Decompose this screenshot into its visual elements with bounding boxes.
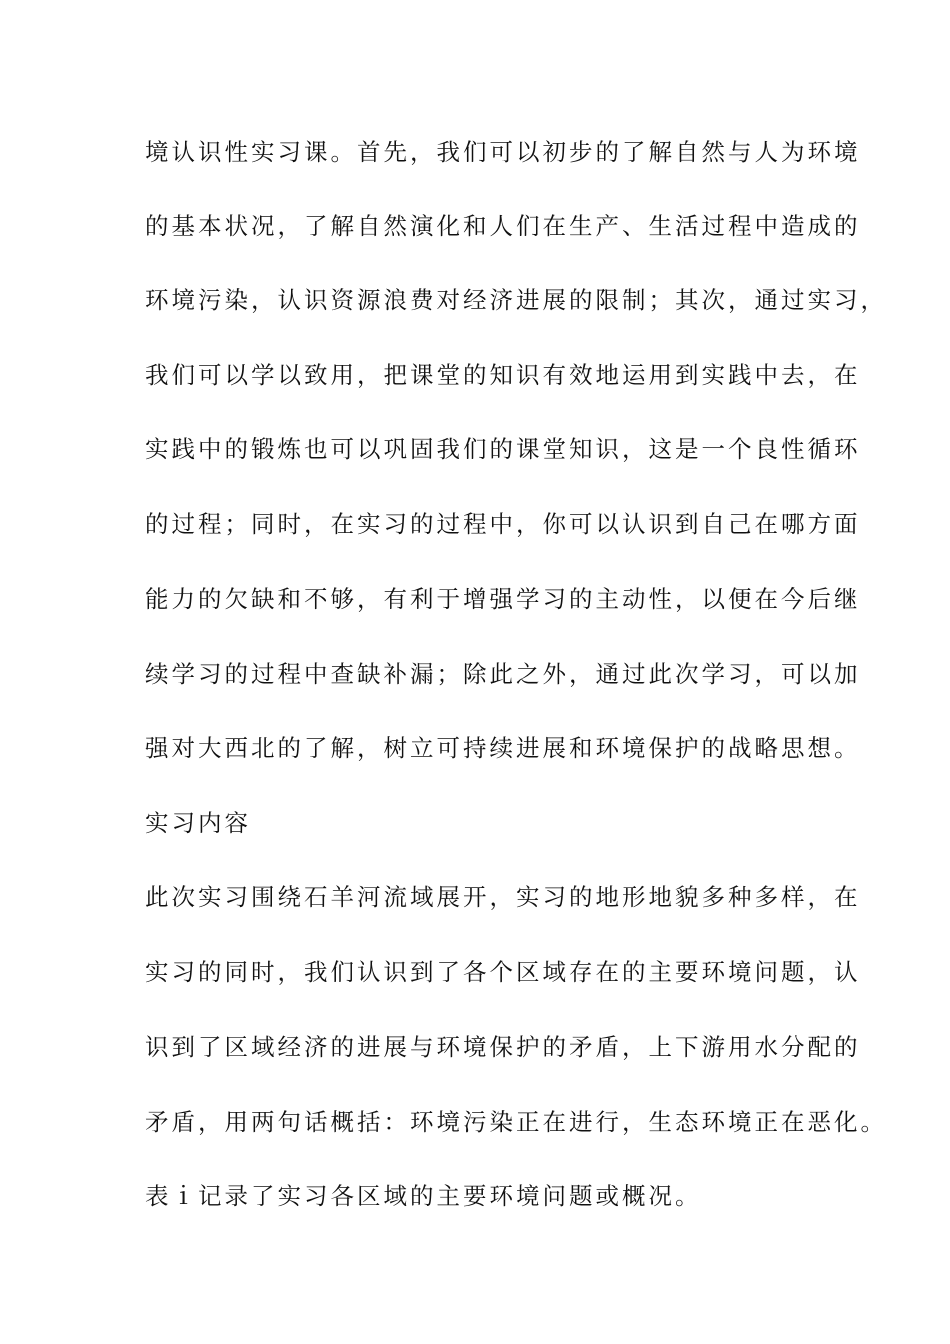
text-line: 境认识性实习课。首先，我们可以初步的了解自然与人为环境 xyxy=(145,138,861,166)
section-heading: 实习内容 xyxy=(145,809,251,837)
text-line: 续学习的过程中查缺补漏；除此之外，通过此次学习，可以加 xyxy=(145,660,861,688)
text-line: 强对大西北的了解，树立可持续进展和环境保护的战略思想。 xyxy=(145,734,861,762)
text-line: 的过程；同时，在实习的过程中，你可以认识到自己在哪方面 xyxy=(145,510,861,538)
text-line: 识到了区域经济的进展与环境保护的矛盾，上下游用水分配的 xyxy=(145,1033,861,1061)
text-line: 实践中的锻炼也可以巩固我们的课堂知识，这是一个良性循环 xyxy=(145,435,861,463)
text-line: 我们可以学以致用，把课堂的知识有效地运用到实践中去，在 xyxy=(145,361,861,389)
text-line: 能力的欠缺和不够，有利于增强学习的主动性，以便在今后继 xyxy=(145,585,861,613)
text-line: 此次实习围绕石羊河流域展开，实习的地形地貌多种多样，在 xyxy=(145,883,861,911)
text-line: 环境污染，认识资源浪费对经济进展的限制；其次，通过实习， xyxy=(145,286,887,314)
text-line: 表ｉ记录了实习各区域的主要环境问题或概况。 xyxy=(145,1182,702,1210)
text-line: 的基本状况，了解自然演化和人们在生产、生活过程中造成的 xyxy=(145,212,861,240)
text-line: 矛盾，用两句话概括：环境污染正在进行，生态环境正在恶化。 xyxy=(145,1108,887,1136)
text-line: 实习的同时，我们认识到了各个区域存在的主要环境问题，认 xyxy=(145,958,861,986)
